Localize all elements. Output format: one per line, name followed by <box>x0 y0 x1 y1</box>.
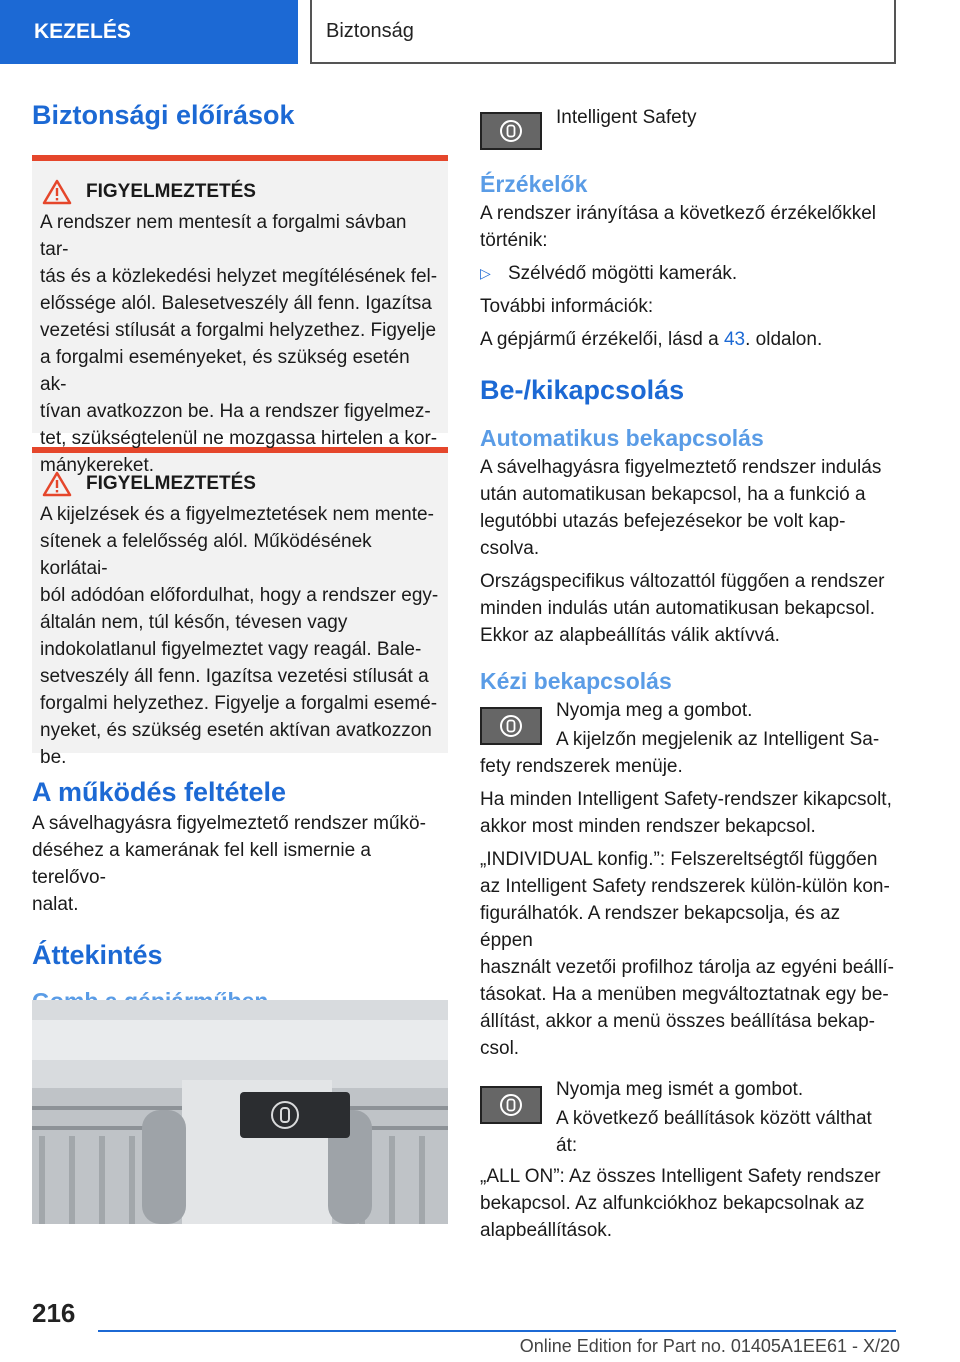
on-off-title: Be-/kikapcsolás <box>480 374 685 405</box>
bullet-triangle-icon: ▷ <box>480 264 491 281</box>
left-column <box>32 98 448 1017</box>
step-text: A kijelzőn megjelenik az Intelligent Sa- <box>556 728 880 750</box>
paragraph-line: „ALL ON”: Az összes Intelligent Safety rendszer <box>480 1165 881 1187</box>
intelligent-safety-button-icon <box>480 707 542 745</box>
warning-line: vezetési stílusát a forgalmi helyzethez. Figyelje <box>40 320 437 342</box>
paragraph-line: történik: <box>480 229 548 251</box>
paragraph-line: A sávelhagyásra figyelmeztető rendszer műkö- <box>32 813 426 835</box>
footer-divider <box>98 1330 896 1332</box>
warning-line: A kijelzések és a figyelmeztetések nem mente- <box>40 504 434 526</box>
warning-line: setveszély áll fenn. Igazítsa vezetési stílusát a <box>40 666 429 688</box>
warning-line: nyeket, és szükség esetén aktívan avatkozzon <box>40 720 432 742</box>
paragraph-line: Ekkor az alapbeállítás válik aktívvá. <box>480 624 780 646</box>
edition-footer: Online Edition for Part no. 01405A1EE61 - X/20 <box>519 1336 900 1356</box>
paragraph-line: minden indulás után automatikusan bekapcsol. <box>480 597 876 619</box>
warning-line: általán nem, túl későn, tévesen vagy <box>40 612 348 634</box>
paragraph-line: akkor most minden rendszer bekapcsol. <box>480 815 816 837</box>
warning-label: FIGYELMEZTETÉS <box>86 473 256 495</box>
paragraph-line: déséhez a kamerának fel kell ismernie a terelővo- <box>32 840 372 889</box>
warning-box-1 <box>32 155 448 477</box>
warning-line: forgalmi helyzethez. Figyelje a forgalmi esemé- <box>40 693 438 715</box>
safety-notes-title: Biztonsági előírások <box>32 100 295 130</box>
paragraph-line: az Intelligent Safety rendszerek külön-külön kon- <box>480 875 890 897</box>
paragraph-line: állítást, akkor a menü összes beállítása bekap- <box>480 1010 875 1032</box>
paragraph-line: bekapcsol. Az alfunkciókhoz bekapcsolnak az <box>480 1192 865 1214</box>
page-number: 216 <box>32 1298 76 1328</box>
warning-line: be. <box>40 747 67 769</box>
manual-activation-title: Kézi bekapcsolás <box>480 667 672 694</box>
more-info-label: További információk: <box>480 295 654 317</box>
paragraph-line: nalat. <box>32 894 79 916</box>
warning-line: tívan avatkozzon be. Ha a rendszer figyelmez- <box>40 401 431 423</box>
warning-triangle-icon <box>42 471 72 497</box>
chapter-tab: KEZELÉS <box>0 0 298 64</box>
sensor-reference: A gépjármű érzékelői, lásd a 43. oldalon. <box>480 328 823 350</box>
auto-activation-title: Automatikus bekapcsolás <box>480 424 764 451</box>
paragraph-line: „INDIVIDUAL konfig.”: Felszereltségtől függően <box>480 848 878 870</box>
step-text: A következő beállítások között válthat át: <box>556 1107 872 1156</box>
warning-line: indokolatlanul figyelmeztet vagy reagál. Bale- <box>40 639 422 661</box>
safety-symbol-icon <box>499 119 523 143</box>
paragraph-line: használt vezetői profilhoz tárolja az egyéni beállí- <box>480 956 895 978</box>
intelligent-safety-button-icon <box>480 1086 542 1124</box>
paragraph-line: alapbeállítások. <box>480 1219 613 1241</box>
right-column <box>480 104 896 1244</box>
paragraph-line: után automatikusan bekapcsol, ha a funkció a <box>480 483 866 505</box>
list-item <box>480 260 896 287</box>
warning-label: FIGYELMEZTETÉS <box>86 181 256 203</box>
warning-line: tás és a közlekedési helyzet megítélésének fel- <box>40 266 438 288</box>
bullet-text: Szélvédő mögötti kamerák. <box>508 262 738 284</box>
paragraph-line: fety rendszerek menüje. <box>480 755 683 777</box>
paragraph-line: A rendszer irányítása a következő érzékelőkkel <box>480 202 877 224</box>
safety-symbol-icon <box>499 1093 523 1117</box>
warning-line: A rendszer nem mentesít a forgalmi sávban tar- <box>40 212 407 261</box>
warning-box-2 <box>32 447 448 769</box>
paragraph-line: figurálhatók. A rendszer bekapcsolja, és az éppen <box>480 902 841 951</box>
page-link[interactable]: 43 <box>723 328 746 350</box>
warning-line: tet, szükségtelenül ne mozgassa hirtelen a kor- <box>40 428 438 450</box>
paragraph-line: Országspecifikus változattól függően a rendszer <box>480 570 885 592</box>
overview-title: Áttekintés <box>32 940 163 971</box>
paragraph-line: tásokat. Ha a menüben megváltoztatnak egy be- <box>480 983 889 1005</box>
warning-line: sítenek a felelősség alól. Működésének korlátai- <box>40 531 372 580</box>
paragraph-line: csolva. <box>480 537 540 559</box>
intelligent-safety-button-icon <box>480 112 542 150</box>
step-text: Nyomja meg ismét a gombot. <box>556 1078 804 1100</box>
warning-triangle-icon <box>42 179 72 205</box>
precondition-title: A működés feltétele <box>32 777 287 808</box>
button-caption: Intelligent Safety <box>556 107 697 128</box>
paragraph-line: Ha minden Intelligent Safety-rendszer kikapcsolt, <box>480 788 892 810</box>
paragraph-line: legutóbbi utazás befejezésekor be volt kap- <box>480 510 846 532</box>
step-text: Nyomja meg a gombot. <box>556 699 753 721</box>
warning-line: előssége alól. Balesetveszély áll fenn. Igazítsa <box>40 293 432 315</box>
warning-line: a forgalmi eseményeket, és szükség esetén ak- <box>40 347 410 396</box>
warning-line: ból adódóan előfordulhat, hogy a rendszer egy- <box>40 585 439 607</box>
sensors-title: Érzékelők <box>480 171 588 197</box>
paragraph-line: A sávelhagyásra figyelmeztető rendszer indulás <box>480 456 882 478</box>
vehicle-button-photo <box>32 1000 448 1224</box>
dashboard-illustration <box>32 1000 448 1224</box>
paragraph-line: csol. <box>480 1037 520 1059</box>
section-title: Biztonság <box>310 0 896 64</box>
warning-line: mánykereket. <box>40 455 155 477</box>
safety-symbol-icon <box>499 714 523 738</box>
